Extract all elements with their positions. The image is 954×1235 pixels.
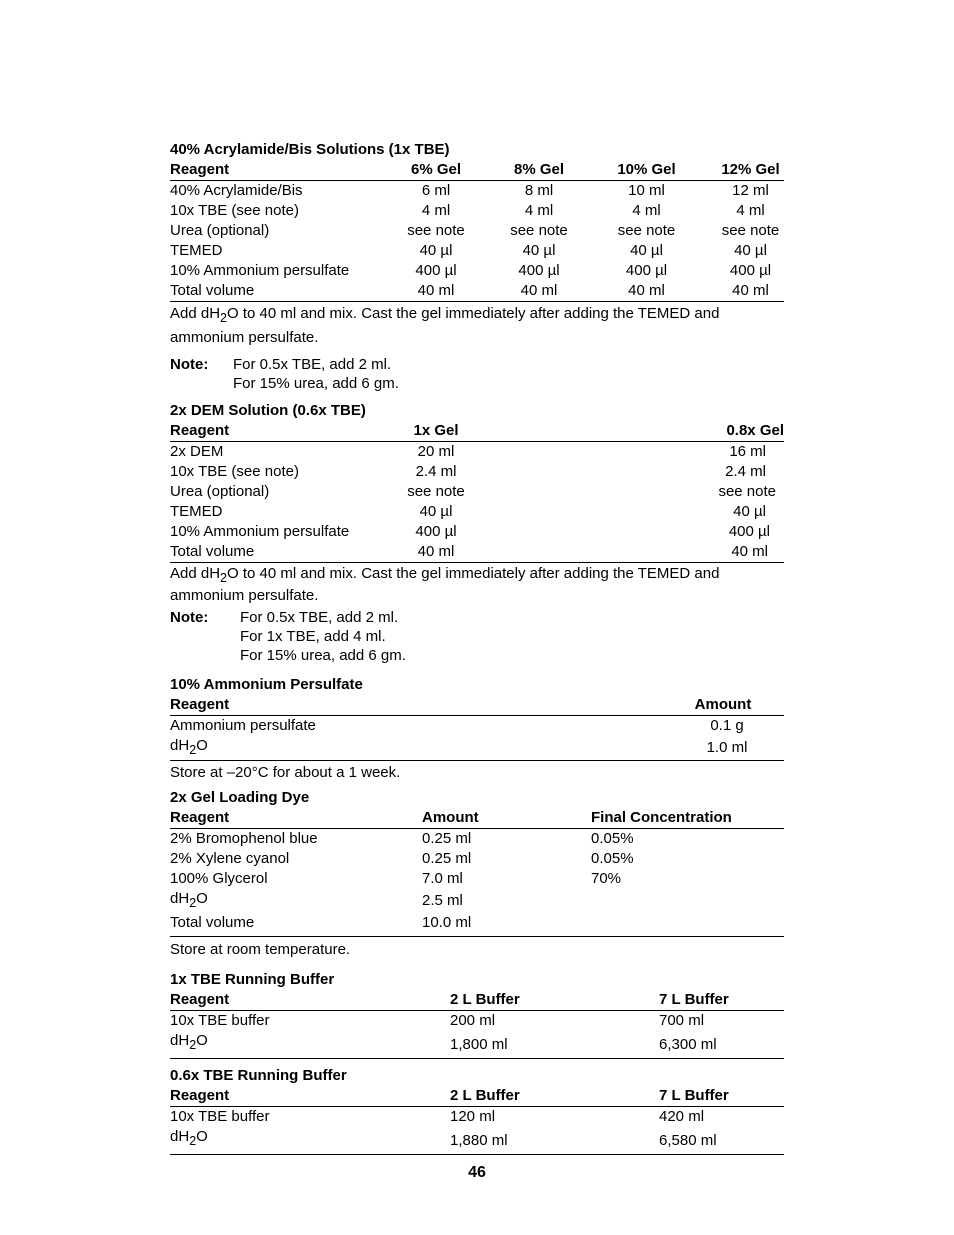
table-row	[170, 542, 784, 563]
table-row	[170, 869, 784, 889]
note-block	[170, 355, 784, 393]
table-row	[170, 482, 784, 502]
table-dye	[170, 808, 784, 937]
instruction-text	[170, 304, 784, 347]
table-row	[170, 522, 784, 542]
header-amount: Amount	[422, 809, 479, 826]
subscript: 2	[220, 571, 227, 585]
cell: see note	[617, 222, 676, 239]
table-header-row	[170, 990, 784, 1011]
section-title-dem: 2x DEM Solution (0.6x TBE)	[170, 402, 366, 419]
cell: 400 µl	[728, 523, 770, 540]
cell: 0.25 ml	[422, 850, 472, 867]
note-line: For 15% urea, add 6 gm.	[233, 375, 399, 392]
text-part: dH	[170, 737, 190, 754]
cell: Total volume	[170, 914, 255, 931]
cell: 40 ml	[731, 543, 768, 560]
cell: 10x TBE (see note)	[170, 202, 299, 219]
cell: 40 µl	[419, 503, 453, 520]
header-2l-buffer: 2 L Buffer	[450, 1087, 520, 1104]
text-part: O	[196, 1128, 208, 1145]
cell	[170, 736, 670, 761]
header-08x-gel: 0.8x Gel	[726, 422, 784, 439]
cell: 40 ml	[520, 282, 558, 299]
cell: 40 µl	[733, 503, 766, 520]
cell: 10 ml	[628, 182, 665, 199]
header-7l-buffer: 7 L Buffer	[659, 1087, 729, 1104]
cell: 2.4 ml	[415, 463, 457, 480]
cell: 40 ml	[417, 543, 455, 560]
cell: Urea (optional)	[170, 222, 270, 239]
header-8-gel: 8% Gel	[513, 161, 565, 178]
cell: 4 ml	[632, 202, 661, 219]
note-line: For 1x TBE, add 4 ml.	[240, 628, 386, 645]
cell: 400 µl	[518, 262, 560, 279]
table-row	[170, 736, 784, 761]
text-part: dH	[170, 890, 190, 907]
cell: 8 ml	[524, 182, 554, 199]
cell: 4 ml	[736, 202, 765, 219]
table-row	[170, 889, 784, 913]
section-title-dye: 2x Gel Loading Dye	[170, 789, 310, 806]
cell: 40 ml	[628, 282, 665, 299]
subscript: 2	[189, 896, 197, 910]
table-tbe1x	[170, 990, 784, 1059]
table-row	[170, 502, 784, 522]
cell: 6,580 ml	[659, 1131, 717, 1149]
header-reagent: Reagent	[170, 696, 230, 713]
text-part: Add dH	[170, 305, 221, 322]
table-row	[170, 829, 784, 850]
text-part: dH	[170, 1128, 190, 1145]
cell: 2.4 ml	[725, 463, 766, 480]
cell: 700 ml	[659, 1012, 705, 1029]
cell: 40 ml	[732, 282, 769, 299]
cell: 0.25 ml	[422, 830, 472, 847]
cell	[170, 1127, 450, 1155]
cell: 40 µl	[734, 242, 767, 259]
table-row	[170, 442, 784, 463]
header-6-gel: 6% Gel	[410, 161, 462, 178]
table-row	[170, 913, 784, 937]
cell	[170, 889, 422, 913]
cell: 1,800 ml	[450, 1035, 508, 1053]
table-aps	[170, 695, 784, 761]
cell: 40% Acrylamide/Bis	[170, 182, 303, 199]
table-header-row	[170, 808, 784, 829]
cell: 120 ml	[450, 1108, 496, 1125]
cell: 10% Ammonium persulfate	[170, 523, 350, 540]
cell: 400 µl	[625, 262, 668, 279]
cell: see note	[407, 222, 465, 239]
table-row	[170, 1127, 784, 1155]
cell: Total volume	[170, 282, 255, 299]
cell: 400 µl	[415, 262, 457, 279]
cell	[591, 913, 784, 937]
table-header-row	[170, 695, 784, 716]
cell: 10% Ammonium persulfate	[170, 262, 350, 279]
note-line: For 0.5x TBE, add 2 ml.	[240, 609, 399, 626]
cell: 7.0 ml	[422, 870, 463, 887]
table-dem	[170, 421, 784, 563]
cell: see note	[407, 483, 465, 500]
section-title-tbe1x: 1x TBE Running Buffer	[170, 971, 335, 988]
section-title-aps: 10% Ammonium Persulfate	[170, 676, 363, 693]
section-title-tbe06x: 0.6x TBE Running Buffer	[170, 1067, 347, 1084]
page-number: 46	[468, 1164, 486, 1181]
note-body	[240, 608, 406, 665]
table-header-row	[170, 1086, 784, 1107]
cell: 400 µl	[415, 523, 457, 540]
cell: 40 µl	[522, 242, 556, 259]
note-label: Note:	[170, 356, 209, 373]
note-body	[233, 355, 399, 393]
cell: 40 µl	[419, 242, 453, 259]
cell: 40 ml	[417, 282, 455, 299]
cell: 2x DEM	[170, 443, 224, 460]
cell: 2% Bromophenol blue	[170, 830, 318, 847]
note-line: For 15% urea, add 6 gm.	[240, 647, 406, 664]
cell: 0.05%	[591, 850, 634, 867]
table-row	[170, 1107, 784, 1128]
table-row	[170, 181, 784, 202]
cell	[591, 889, 784, 913]
table-row	[170, 849, 784, 869]
cell: 420 ml	[659, 1108, 705, 1125]
header-reagent: Reagent	[170, 1087, 230, 1104]
cell: 20 ml	[417, 443, 455, 460]
header-amount: Amount	[694, 696, 752, 713]
section-title-acrylamide: 40% Acrylamide/Bis Solutions (1x TBE)	[170, 141, 450, 158]
cell: Urea (optional)	[170, 483, 270, 500]
subscript: 2	[189, 1038, 197, 1052]
header-1x-gel: 1x Gel	[413, 422, 459, 439]
cell: 2.5 ml	[422, 892, 463, 909]
text-part: O	[196, 737, 208, 754]
cell: TEMED	[170, 242, 223, 259]
instruction-text	[170, 565, 784, 604]
cell: 100% Glycerol	[170, 870, 268, 887]
note-label: Note:	[170, 609, 209, 626]
cell: 16 ml	[729, 443, 766, 460]
header-7l-buffer: 7 L Buffer	[659, 991, 729, 1008]
page-content	[170, 140, 784, 1155]
cell: TEMED	[170, 503, 223, 520]
cell: 70%	[591, 870, 622, 887]
cell: see note	[510, 222, 568, 239]
table-header-row	[170, 160, 784, 181]
header-10-gel: 10% Gel	[617, 161, 676, 178]
cell: 10x TBE (see note)	[170, 463, 299, 480]
cell: 0.05%	[591, 830, 634, 847]
cell: 4 ml	[421, 202, 451, 219]
text-part: dH	[170, 1032, 190, 1049]
table-row	[170, 201, 784, 221]
header-reagent: Reagent	[170, 991, 230, 1008]
cell: 200 ml	[450, 1012, 496, 1029]
cell: 4 ml	[524, 202, 554, 219]
cell: 400 µl	[729, 262, 772, 279]
table-header-row	[170, 421, 784, 442]
note-block	[170, 608, 784, 665]
table-row	[170, 716, 784, 737]
cell: 6,300 ml	[659, 1035, 717, 1053]
subscript: 2	[189, 1134, 197, 1148]
cell: 40 µl	[630, 242, 663, 259]
cell: 12 ml	[732, 182, 769, 199]
table-acrylamide	[170, 160, 784, 302]
header-reagent: Reagent	[170, 809, 230, 826]
text-part: O to 40 ml and mix. Cast the gel immediately after adding the TEMED and ammonium persulfate.	[170, 305, 720, 346]
subscript: 2	[220, 311, 227, 325]
cell: 0.1 g	[710, 717, 744, 734]
table-tbe06x	[170, 1086, 784, 1155]
cell: Total volume	[170, 543, 255, 560]
cell	[170, 1031, 450, 1059]
table-row	[170, 241, 784, 261]
cell: 6 ml	[421, 182, 451, 199]
table-row	[170, 281, 784, 302]
table-row	[170, 1031, 784, 1059]
header-2l-buffer: 2 L Buffer	[450, 991, 520, 1008]
note-line: For 0.5x TBE, add 2 ml.	[233, 356, 392, 373]
header-final-concentration: Final Concentration	[591, 809, 732, 826]
header-reagent: Reagent	[170, 422, 230, 439]
storage-note: Store at –20°C for about a 1 week.	[170, 764, 401, 781]
cell: 10x TBE buffer	[170, 1108, 270, 1125]
cell: see note	[718, 483, 776, 500]
cell: 1,880 ml	[450, 1131, 508, 1149]
cell: see note	[721, 222, 780, 239]
header-reagent: Reagent	[170, 161, 230, 178]
cell: 10x TBE buffer	[170, 1012, 270, 1029]
table-row	[170, 221, 784, 241]
storage-note: Store at room temperature.	[170, 941, 351, 958]
table-row	[170, 462, 784, 482]
subscript: 2	[189, 743, 197, 757]
text-part: O to 40 ml and mix. Cast the gel immediately after adding the TEMED and ammonium persulfate.	[170, 565, 720, 604]
header-12-gel: 12% Gel	[721, 161, 780, 178]
table-row	[170, 1011, 784, 1032]
table-row	[170, 261, 784, 281]
text-part: O	[196, 1032, 208, 1049]
text-part: Add dH	[170, 565, 221, 582]
cell: 10.0 ml	[422, 914, 472, 931]
cell: Ammonium persulfate	[170, 717, 316, 734]
text-part: O	[196, 890, 208, 907]
cell: 1.0 ml	[706, 739, 748, 756]
cell: 2% Xylene cyanol	[170, 850, 290, 867]
